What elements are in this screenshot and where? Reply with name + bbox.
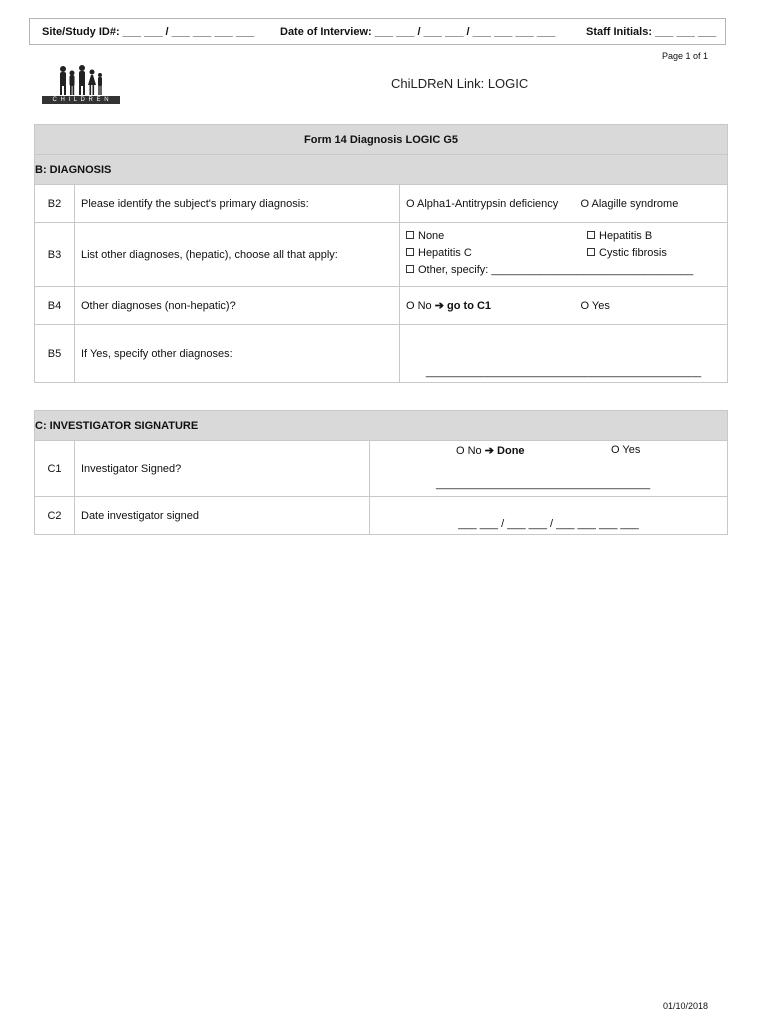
checkbox-hepatitis-c[interactable] (406, 247, 472, 259)
section-c-title: C: INVESTIGATOR SIGNATURE (35, 411, 728, 441)
header-bar (29, 18, 726, 45)
question-number: B4 (35, 287, 75, 325)
option-yes[interactable]: O Yes (611, 443, 641, 456)
section-b-title: B: DIAGNOSIS (35, 155, 728, 185)
diagnosis-table (34, 124, 728, 383)
date-of-interview-label: Date of Interview: ___ ___ / ___ ___ / ___ ___ ___ ___ (280, 26, 556, 38)
checkbox-none[interactable] (406, 230, 444, 242)
form-title: Form 14 Diagnosis LOGIC G5 (35, 125, 728, 155)
checkbox-icon (587, 248, 595, 256)
other-diagnoses-field[interactable] (400, 325, 728, 383)
option-label: Hepatitis C (418, 246, 472, 259)
checkbox-icon (406, 265, 414, 273)
option-label: Other, specify: _________________________________ (418, 263, 694, 276)
question-row-c2 (35, 497, 728, 535)
checkbox-icon (587, 231, 595, 239)
blank-line: _____________________________________________ (425, 366, 702, 378)
checkbox-icon (406, 248, 414, 256)
question-number: B5 (35, 325, 75, 383)
section-b-header (35, 155, 728, 185)
question-row-b3 (35, 223, 728, 287)
signature-table (34, 410, 728, 535)
section-c-header (35, 411, 728, 441)
staff-initials-label: Staff Initials: ___ ___ ___ (586, 26, 717, 38)
form-title-row (35, 125, 728, 155)
question-text: Date investigator signed (75, 497, 370, 535)
question-number: B2 (35, 185, 75, 223)
option-label: O No (406, 300, 432, 312)
option-alagille[interactable]: O Alagille syndrome (581, 185, 728, 223)
option-label: Cystic fibrosis (599, 246, 667, 259)
question-number: C1 (35, 441, 75, 497)
option-yes[interactable]: O Yes (581, 287, 728, 325)
question-row-c1 (35, 441, 728, 497)
page-number: Page 1 of 1 (661, 51, 708, 61)
arrow-right-icon: ➔ (434, 300, 444, 312)
option-no[interactable] (456, 444, 525, 457)
signed-date-field[interactable]: ___ ___ / ___ ___ / ___ ___ ___ ___ (370, 497, 728, 535)
checkbox-icon (406, 231, 414, 239)
option-alpha1[interactable]: O Alpha1-Antitrypsin deficiency (400, 185, 581, 223)
question-text: If Yes, specify other diagnoses: (75, 325, 400, 383)
skip-instruction: go to C1 (447, 300, 492, 312)
document-title: ChiLDReN Link: LOGIC (391, 76, 529, 91)
checkbox-other[interactable] (406, 264, 693, 276)
signature-field[interactable]: ___________________________________ (436, 477, 651, 490)
site-study-id-label: Site/Study ID#: ___ ___ / ___ ___ ___ ___ (42, 26, 255, 38)
arrow-right-icon: ➔ (484, 444, 494, 457)
option-label: None (418, 229, 445, 242)
question-number: B3 (35, 223, 75, 287)
option-label: Hepatitis B (599, 229, 653, 242)
skip-instruction: Done (497, 444, 525, 457)
childrennet-logo (41, 63, 121, 105)
hepatic-options (400, 223, 728, 287)
option-no[interactable] (400, 287, 581, 325)
question-text: Other diagnoses (non-hepatic)? (75, 287, 400, 325)
signature-options (370, 441, 728, 497)
logo-text: C H I L D R E N (52, 97, 110, 103)
checkbox-hepatitis-b[interactable] (587, 230, 652, 242)
question-text: Investigator Signed? (75, 441, 370, 497)
option-label: O No (456, 444, 482, 457)
checkbox-cystic-fibrosis[interactable] (587, 247, 667, 259)
question-row-b4 (35, 287, 728, 325)
question-row-b5 (35, 325, 728, 383)
question-text: Please identify the subject's primary diagnosis: (75, 185, 400, 223)
question-row-b2 (35, 185, 728, 223)
question-number: C2 (35, 497, 75, 535)
footer-date: 01/10/2018 (662, 1001, 708, 1011)
question-text: List other diagnoses, (hepatic), choose all that apply: (75, 223, 400, 287)
